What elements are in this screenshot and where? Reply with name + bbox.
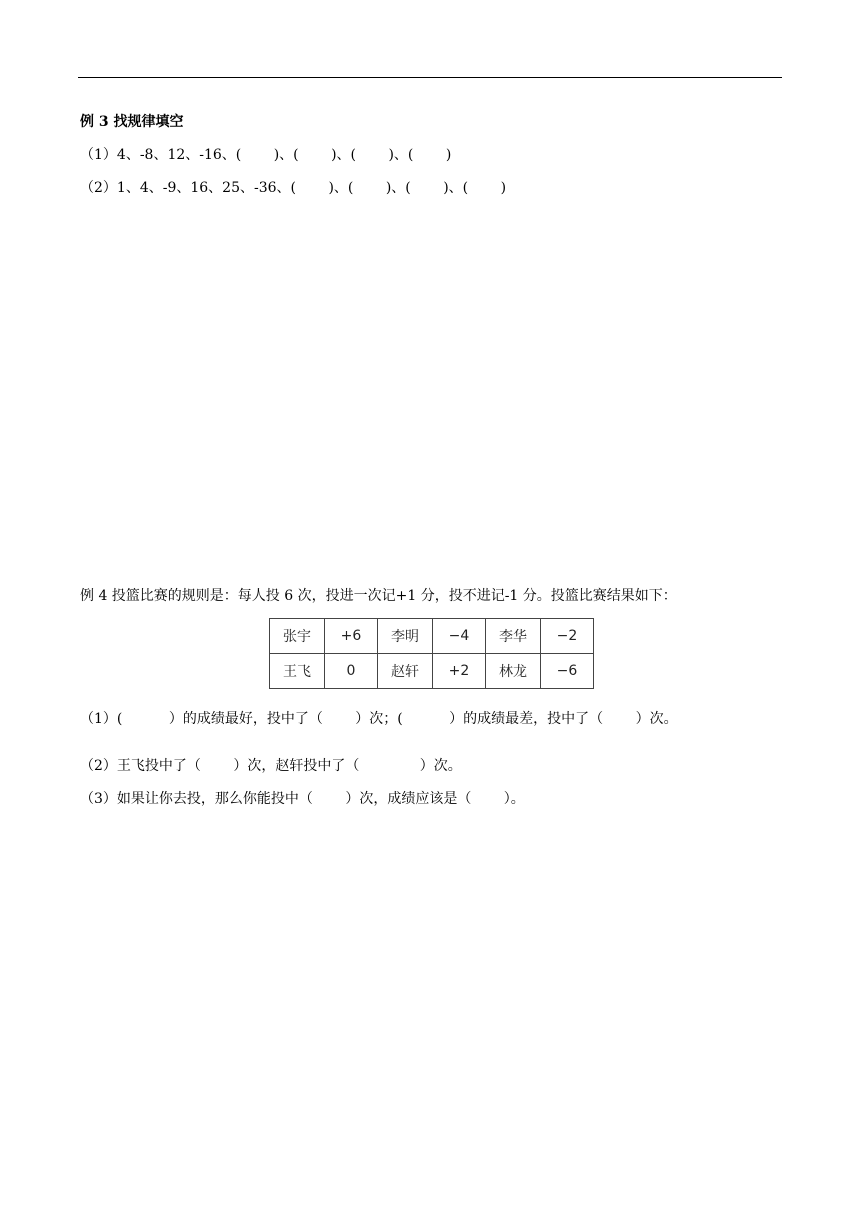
player-score: −2 — [541, 619, 594, 654]
player-score: −4 — [433, 619, 486, 654]
player-name: 张宇 — [270, 619, 325, 654]
table-row — [270, 654, 594, 689]
header-rule — [78, 77, 782, 78]
player-name: 王飞 — [270, 654, 325, 689]
example3-title: 例 3 找规律填空 — [80, 114, 184, 130]
table-row — [270, 619, 594, 654]
player-score: +6 — [325, 619, 378, 654]
player-score: 0 — [325, 654, 378, 689]
player-name: 李华 — [486, 619, 541, 654]
example4-question-3: （3）如果让你去投，那么你能投中（ ）次，成绩应该是（ ）。 — [80, 791, 525, 807]
player-name: 赵轩 — [378, 654, 433, 689]
example3-question-1: （1）4、-8、12、-16、( )、( )、( )、( ) — [80, 147, 452, 163]
example3-question-2: （2）1、4、-9、16、25、-36、( )、( )、( )、( ) — [80, 180, 507, 196]
player-score: −6 — [541, 654, 594, 689]
player-name: 李明 — [378, 619, 433, 654]
example4-title: 例 4 投篮比赛的规则是：每人投 6 次，投进一次记+1 分，投不进记-1 分。投篮比赛结果如下： — [80, 588, 677, 604]
example4-question-2: （2）王飞投中了（ ）次，赵轩投中了（ ）次。 — [80, 758, 462, 774]
player-name: 林龙 — [486, 654, 541, 689]
score-table — [269, 618, 594, 689]
example4-question-1: （1）( ）的成绩最好，投中了（ ）次；( ）的成绩最差，投中了（ ）次。 — [80, 711, 678, 727]
player-score: +2 — [433, 654, 486, 689]
